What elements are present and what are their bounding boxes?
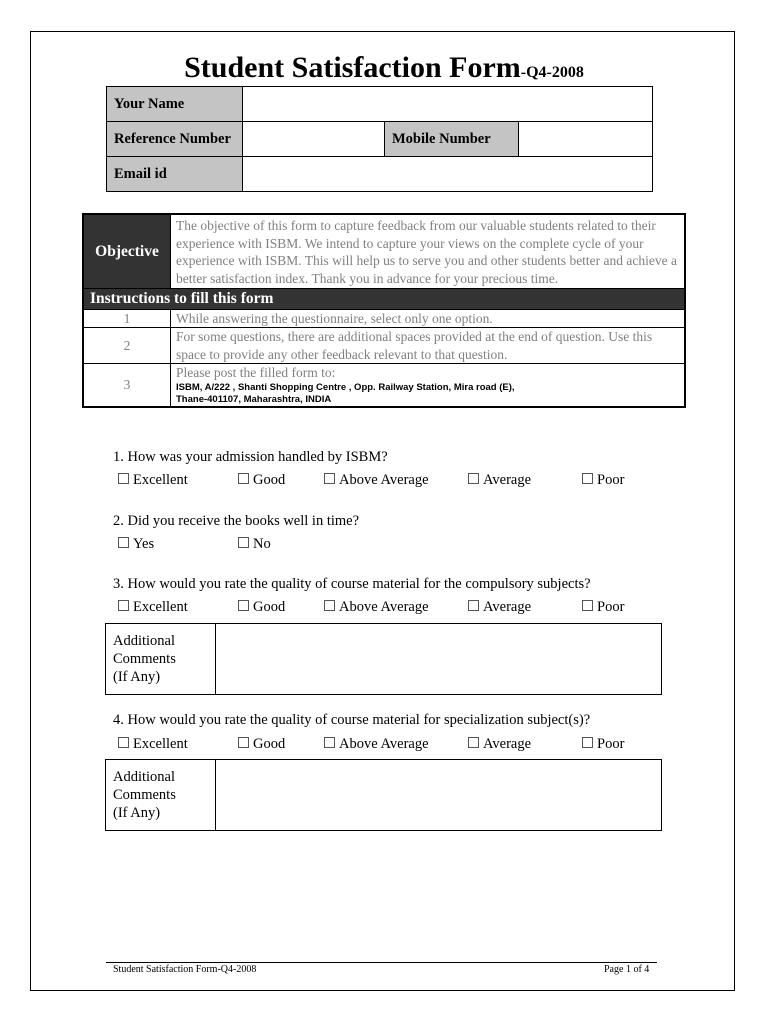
option-no[interactable] — [238, 536, 271, 553]
checkbox[interactable] — [468, 600, 479, 611]
comments-label-line: (If Any) — [113, 805, 161, 821]
option-average[interactable] — [468, 472, 531, 489]
checkbox[interactable] — [118, 737, 129, 748]
mobile-field[interactable] — [519, 122, 653, 157]
option-poor[interactable] — [582, 472, 624, 489]
comments-box-q4 — [105, 759, 662, 831]
option-above-average[interactable] — [324, 736, 429, 753]
comments-label — [106, 624, 216, 694]
option-yes[interactable] — [118, 536, 154, 553]
email-label: Email id — [107, 157, 243, 192]
comments-label-line: Additional — [113, 769, 176, 785]
objective-text: The objective of this form to capture feedback from our valuable students related to their experience with ISBM. We intend to capture your views on the complete cycle of your experience with ISBM. This will help us to serve you and other students better and achieve a better satisfaction index. Thank you in advance for your precious time. — [171, 214, 686, 289]
reference-label: Reference Number — [107, 122, 243, 157]
option-good[interactable] — [238, 736, 285, 753]
comments-label-line: Comments — [113, 787, 176, 803]
checkbox[interactable] — [324, 473, 335, 484]
checkbox[interactable] — [582, 737, 593, 748]
option-label: Good — [253, 599, 286, 615]
option-average[interactable] — [468, 599, 531, 616]
checkbox[interactable] — [468, 473, 479, 484]
option-label: Above Average — [339, 599, 429, 615]
option-good[interactable] — [238, 472, 285, 489]
option-above-average[interactable] — [324, 599, 429, 616]
email-field[interactable] — [243, 157, 653, 192]
option-label: Poor — [597, 472, 625, 488]
option-label: No — [253, 536, 271, 552]
instruction-text: Please post the filled form to: — [176, 365, 336, 380]
name-field[interactable] — [243, 87, 653, 122]
option-poor[interactable] — [582, 736, 624, 753]
option-excellent[interactable] — [118, 599, 188, 616]
footer-page-number: Page 1 of 4 — [604, 964, 650, 975]
option-label: Good — [253, 736, 286, 752]
instruction-number: 1 — [83, 309, 171, 328]
form-title — [0, 50, 768, 91]
instructions-header: Instructions to fill this form — [83, 289, 685, 310]
title-suffix: -Q4-2008 — [520, 64, 584, 81]
instruction-text: For some questions, there are additional spaces provided at the end of question. Use this space to provide any other feedback relevant to that question. — [171, 328, 686, 364]
option-label: Above Average — [339, 736, 429, 752]
option-label: Excellent — [133, 736, 188, 752]
postal-address-line: Thane-401107, Maharashtra, INDIA — [176, 393, 332, 405]
option-label: Yes — [133, 536, 155, 552]
checkbox[interactable] — [582, 473, 593, 484]
title-main: Student Satisfaction Form — [184, 51, 521, 84]
reference-field[interactable] — [243, 122, 385, 157]
checkbox[interactable] — [118, 473, 129, 484]
option-good[interactable] — [238, 599, 285, 616]
checkbox[interactable] — [324, 600, 335, 611]
checkbox[interactable] — [468, 737, 479, 748]
instructions-table — [82, 213, 686, 408]
option-label: Average — [483, 472, 532, 488]
comments-label-line: Comments — [113, 651, 176, 667]
option-excellent[interactable] — [118, 736, 188, 753]
option-above-average[interactable] — [324, 472, 429, 489]
objective-label: Objective — [83, 214, 171, 289]
checkbox[interactable] — [238, 737, 249, 748]
option-label: Above Average — [339, 472, 429, 488]
question-1: 1. How was your admission handled by ISBM? — [113, 449, 388, 465]
checkbox[interactable] — [118, 600, 129, 611]
option-label: Average — [483, 736, 532, 752]
instruction-number: 3 — [83, 364, 171, 407]
checkbox[interactable] — [238, 600, 249, 611]
instruction-number: 2 — [83, 328, 171, 364]
checkbox[interactable] — [118, 537, 129, 548]
option-label: Poor — [597, 599, 625, 615]
comments-box-q3 — [105, 623, 662, 695]
postal-address-line: ISBM, A/222 , Shanti Shopping Centre , Opp. Railway Station, Mira road (E), — [176, 381, 515, 393]
instruction-text: While answering the questionnaire, select only one option. — [171, 309, 686, 328]
option-label: Good — [253, 472, 286, 488]
question-2: 2. Did you receive the books well in time? — [113, 513, 360, 529]
name-label: Your Name — [107, 87, 243, 122]
footer-left: Student Satisfaction Form-Q4-2008 — [113, 964, 257, 975]
option-label: Poor — [597, 736, 625, 752]
question-3: 3. How would you rate the quality of course material for the compulsory subjects? — [113, 576, 591, 592]
option-average[interactable] — [468, 736, 531, 753]
comments-field-q3[interactable] — [216, 624, 661, 694]
footer-divider — [106, 962, 657, 963]
option-label: Average — [483, 599, 532, 615]
mobile-label: Mobile Number — [385, 122, 519, 157]
option-excellent[interactable] — [118, 472, 188, 489]
comments-label-line: (If Any) — [113, 669, 161, 685]
option-poor[interactable] — [582, 599, 624, 616]
option-label: Excellent — [133, 599, 188, 615]
checkbox[interactable] — [582, 600, 593, 611]
comments-label-line: Additional — [113, 633, 176, 649]
student-info-table — [106, 86, 653, 192]
question-4: 4. How would you rate the quality of course material for specialization subject(s)? — [113, 712, 591, 728]
checkbox[interactable] — [238, 537, 249, 548]
comments-label — [106, 760, 216, 830]
checkbox[interactable] — [238, 473, 249, 484]
checkbox[interactable] — [324, 737, 335, 748]
comments-field-q4[interactable] — [216, 760, 661, 830]
instruction-post — [171, 364, 686, 407]
option-label: Excellent — [133, 472, 188, 488]
